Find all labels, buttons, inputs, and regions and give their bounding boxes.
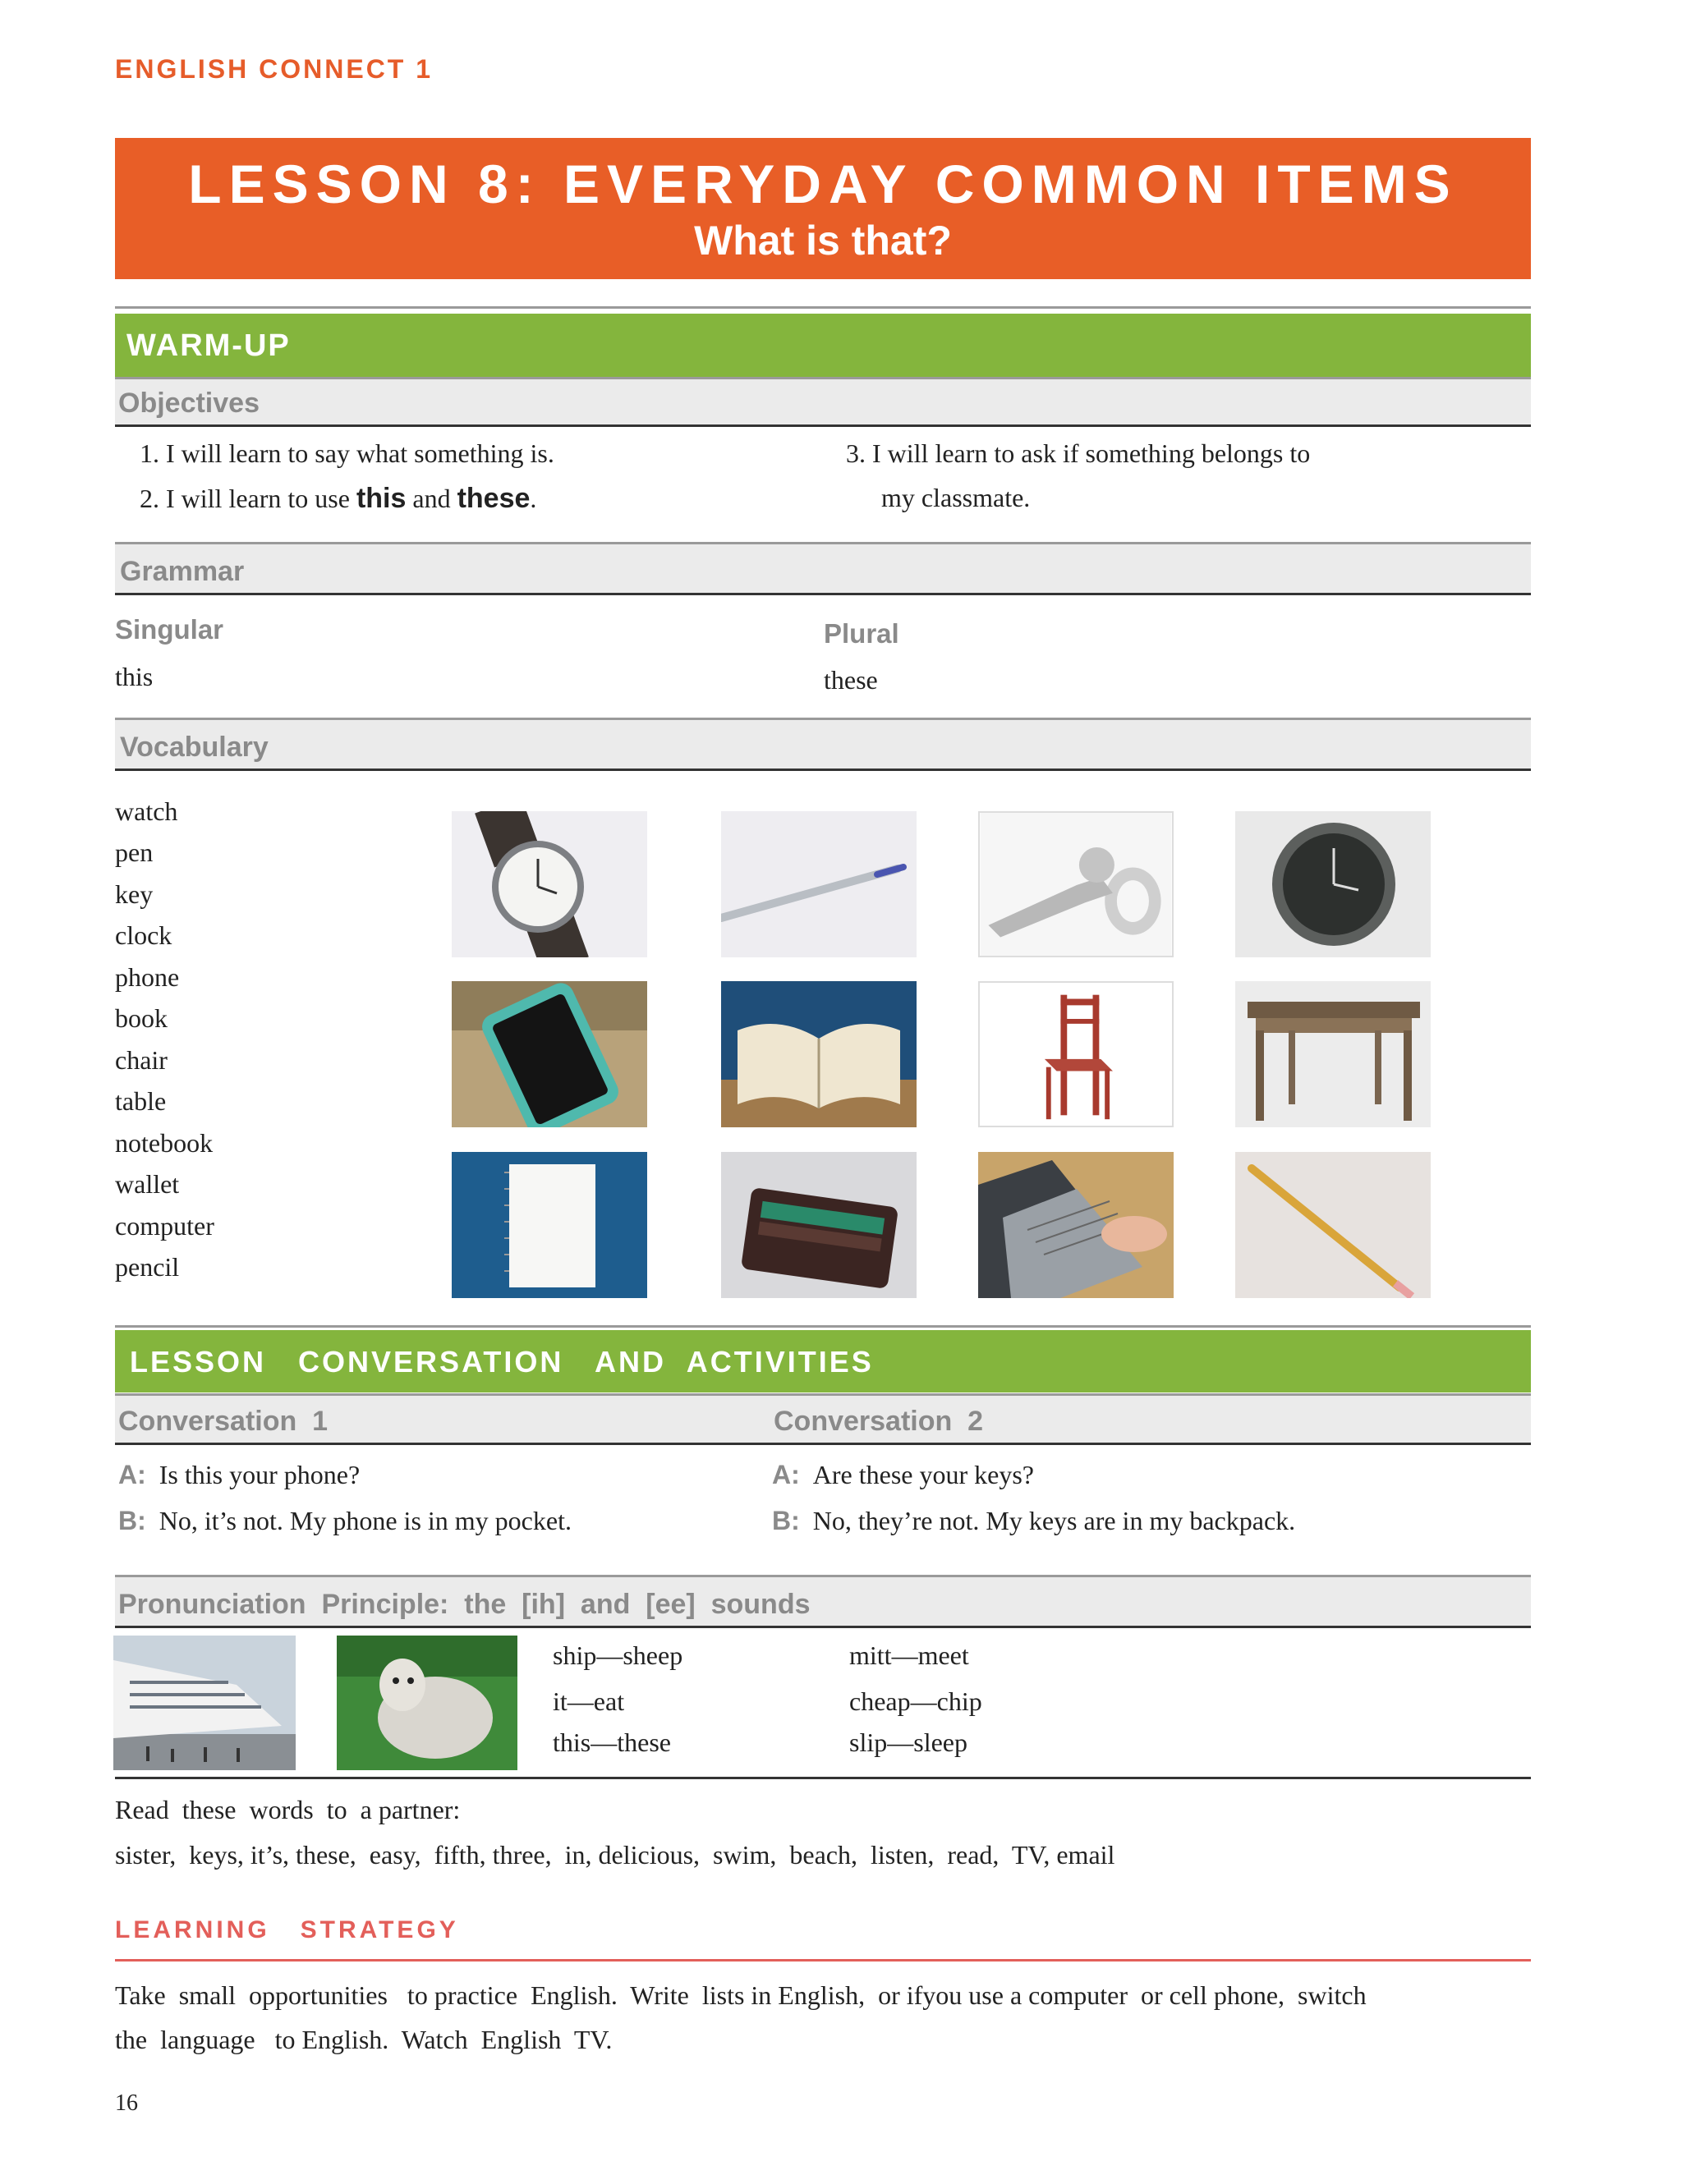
vocab-word-watch: watch xyxy=(115,796,178,826)
objective-2-this: this xyxy=(356,483,407,514)
pen-photo xyxy=(721,811,917,957)
lesson-subtitle: What is that? xyxy=(694,218,952,264)
objective-1: 1. I will learn to say what something is. xyxy=(140,438,554,468)
divider xyxy=(115,306,1531,309)
singular-label: Singular xyxy=(115,614,224,645)
computer-photo xyxy=(978,1152,1174,1298)
objectives-band xyxy=(115,379,1531,425)
divider xyxy=(115,769,1531,771)
warmup-header xyxy=(115,314,1531,378)
divider xyxy=(115,1443,1531,1445)
vocab-word-computer: computer xyxy=(115,1211,214,1241)
vocab-word-notebook: notebook xyxy=(115,1128,214,1158)
speaker-b: B: xyxy=(772,1506,800,1535)
lesson-title: LESSON 8: EVERYDAY COMMON ITEMS xyxy=(188,154,1458,214)
objective-2-these: these xyxy=(457,483,531,514)
conversation-1-label: Conversation 1 xyxy=(118,1406,329,1437)
notebook-photo xyxy=(452,1152,647,1298)
chair-photo xyxy=(978,981,1174,1127)
speaker-a: A: xyxy=(118,1460,146,1489)
vocab-word-table: table xyxy=(115,1086,167,1116)
strategy-line-1: Take small opportunities to practice English. Write lists in English, or ifyou use a computer or cell phone, switch xyxy=(115,1980,1367,2010)
lesson-activities-title: LESSON CONVERSATION AND ACTIVITIES xyxy=(130,1345,874,1379)
divider xyxy=(115,1626,1531,1628)
vocab-word-clock: clock xyxy=(115,920,172,950)
lesson-activities-header xyxy=(115,1330,1531,1393)
vocab-word-pen: pen xyxy=(115,837,154,867)
objective-3-line2: my classmate. xyxy=(881,483,1031,512)
conversation-band xyxy=(115,1396,1531,1443)
objectives-label: Objectives xyxy=(118,388,260,419)
vocab-word-wallet: wallet xyxy=(115,1169,180,1199)
vocab-word-pencil: pencil xyxy=(115,1252,180,1282)
objective-2: 2. I will learn to use this and these. xyxy=(140,483,537,514)
vocabulary-label: Vocabulary xyxy=(120,732,269,763)
vocab-word-key: key xyxy=(115,879,154,909)
plural-label: Plural xyxy=(824,618,899,649)
vocab-word-book: book xyxy=(115,1003,168,1033)
pair-slip-sleep: slip—sleep xyxy=(849,1727,967,1757)
book-photo xyxy=(721,981,917,1127)
singular-word: this xyxy=(115,662,154,691)
pair-this-these: this—these xyxy=(553,1727,671,1757)
divider xyxy=(115,593,1531,595)
conv2-line-a: A: Are these your keys? xyxy=(772,1460,1034,1489)
conv1-line-a: A: Is this your phone? xyxy=(118,1460,361,1489)
watch-photo xyxy=(452,811,647,957)
conv2-line-b: B: No, they’re not. My keys are in my backpack. xyxy=(772,1506,1296,1535)
divider xyxy=(115,424,1531,427)
speaker-b: B: xyxy=(118,1506,146,1535)
grammar-label: Grammar xyxy=(120,556,245,587)
sheep-photo xyxy=(337,1636,517,1770)
wallet-photo xyxy=(721,1152,917,1298)
clock-photo xyxy=(1235,811,1431,957)
pronunciation-label: Pronunciation Principle: the [ih] and [ee] sounds xyxy=(118,1589,811,1620)
divider xyxy=(115,1325,1531,1328)
ship-photo xyxy=(113,1636,296,1770)
pair-cheap-chip: cheap—chip xyxy=(849,1686,982,1716)
divider xyxy=(115,1777,1531,1779)
pair-mitt-meet: mitt—meet xyxy=(849,1640,969,1670)
strategy-divider xyxy=(115,1959,1531,1961)
pair-ship-sheep: ship—sheep xyxy=(553,1640,683,1670)
conversation-2-label: Conversation 2 xyxy=(774,1406,984,1437)
vocab-word-phone: phone xyxy=(115,962,180,992)
grammar-band xyxy=(115,544,1531,594)
pronunciation-words: sister, keys, it’s, these, easy, fifth, three, in, delicious, swim, beach, listen, read, TV, email xyxy=(115,1840,1115,1870)
conv1-line-b: B: No, it’s not. My phone is in my pocket. xyxy=(118,1506,572,1535)
running-head: ENGLISH CONNECT 1 xyxy=(115,54,434,84)
vocabulary-band xyxy=(115,720,1531,769)
lesson-title-banner xyxy=(115,138,1531,279)
plural-word: these xyxy=(824,665,878,695)
pencil-photo xyxy=(1235,1152,1431,1298)
key-photo xyxy=(978,811,1174,957)
learning-strategy-title: LEARNING STRATEGY xyxy=(115,1916,459,1943)
vocab-word-chair: chair xyxy=(115,1045,168,1075)
pronunciation-band xyxy=(115,1577,1531,1627)
pronunciation-instruction: Read these words to a partner: xyxy=(115,1795,461,1824)
phone-photo xyxy=(452,981,647,1127)
objective-3-line1: 3. I will learn to ask if something belongs to xyxy=(846,438,1311,468)
strategy-line-2: the language to English. Watch English TV. xyxy=(115,2025,613,2054)
pair-it-eat: it—eat xyxy=(553,1686,625,1716)
warmup-title: WARM-UP xyxy=(126,328,291,363)
speaker-a: A: xyxy=(772,1460,800,1489)
page-number: 16 xyxy=(115,2090,138,2116)
table-photo xyxy=(1235,981,1431,1127)
